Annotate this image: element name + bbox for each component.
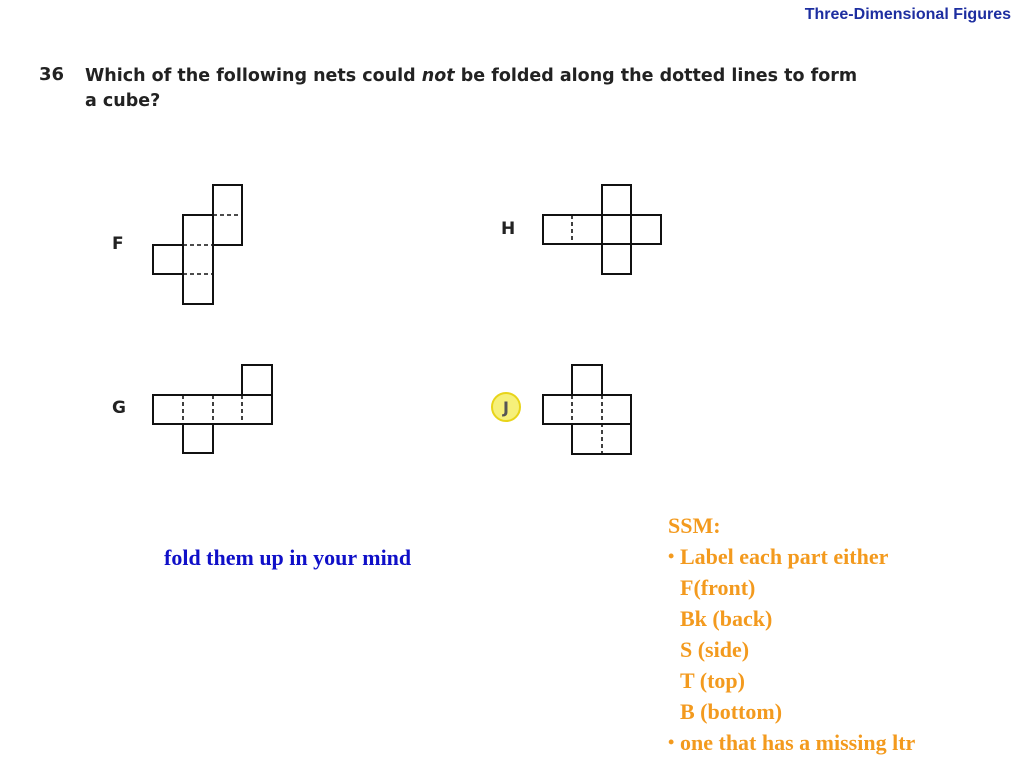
question-text-before: Which of the following nets could xyxy=(85,66,422,86)
choice-label-f: F xyxy=(112,234,124,254)
choice-label-j: J xyxy=(503,398,509,417)
answer-highlight-j[interactable] xyxy=(491,392,521,422)
net-g-top-square xyxy=(242,365,272,395)
net-h[interactable] xyxy=(543,185,661,274)
question-text-after: be folded along the dotted lines to form a cube? xyxy=(85,66,858,111)
question-text xyxy=(85,64,875,114)
ssm-notes xyxy=(668,510,1018,758)
ssm-item-bottom: B (bottom) xyxy=(680,699,783,724)
net-f-left-square xyxy=(153,245,183,274)
ssm-bullet-missing: • one that has a missing ltr xyxy=(668,727,1018,758)
question-text-emphasis: not xyxy=(421,66,455,86)
ssm-item-front: F(front) xyxy=(680,575,756,600)
net-g-row xyxy=(153,395,272,424)
ssm-item-side: S (side) xyxy=(680,637,750,662)
net-j-bottom-row xyxy=(572,424,631,454)
choice-label-h: H xyxy=(501,219,516,239)
net-j-middle-row xyxy=(543,395,631,424)
net-g-bottom-square xyxy=(183,424,213,453)
net-g[interactable] xyxy=(153,365,272,453)
choice-label-g: G xyxy=(112,398,126,418)
net-h-row xyxy=(543,215,661,244)
question-number: 36 xyxy=(39,64,65,85)
net-j-top-square xyxy=(572,365,602,395)
net-j[interactable] xyxy=(543,365,631,454)
ssm-bullet-label: • Label each part either xyxy=(668,541,1018,572)
net-f-top-column xyxy=(213,185,242,245)
net-h-column xyxy=(602,185,631,274)
net-f-middle-column xyxy=(183,215,213,304)
ssm-item-top: T (top) xyxy=(680,668,745,693)
ssm-heading: SSM: xyxy=(668,513,721,538)
hint-text: fold them up in your mind xyxy=(164,545,412,570)
net-f[interactable] xyxy=(153,185,242,304)
ssm-item-back: Bk (back) xyxy=(680,606,773,631)
header-title: Three-Dimensional Figures xyxy=(804,6,1011,23)
